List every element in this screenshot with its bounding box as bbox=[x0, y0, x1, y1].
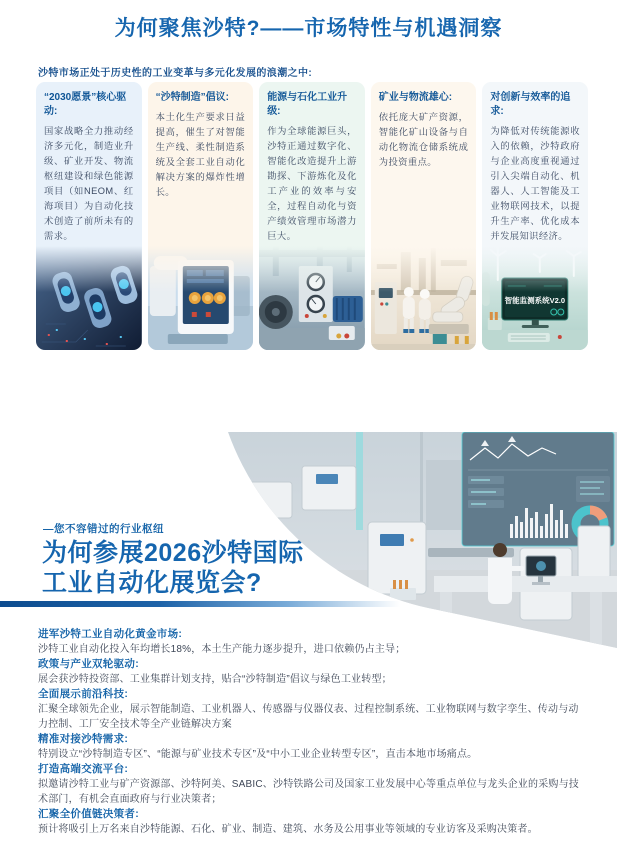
intro-text: 沙特市场正处于历史性的工业变革与多元化发展的浪潮之中: bbox=[38, 68, 313, 79]
card-body: 为降低对传统能源收入的依赖，沙特政府与企业高度重视通过引入尖端自动化、机器人、人工智能及工业物联网技术，以提升生产率、优化成本并发展知识经济。 bbox=[490, 126, 580, 241]
highlight-card-made-in-saudi bbox=[148, 82, 254, 350]
card-title: 能源与石化工业升级: bbox=[267, 92, 348, 117]
card-title: “沙特制造”倡议: bbox=[155, 92, 229, 103]
reason-item-platform bbox=[38, 762, 584, 807]
card-title: “2030愿景”核心驱动: bbox=[44, 92, 127, 117]
page-title: 为何聚焦沙特?——市场特性与机遇洞察 bbox=[114, 17, 503, 40]
highlight-cards-row bbox=[36, 82, 588, 350]
card-body: 依托庞大矿产资源，智能化矿山设备与自动化物流仓储系统成为投资重点。 bbox=[378, 112, 469, 167]
reason-item-demand bbox=[38, 732, 584, 762]
reason-title: 进军沙特工业自动化黄金市场: bbox=[38, 628, 183, 640]
gradient-divider bbox=[0, 601, 400, 607]
reason-title: 全面展示前沿科技: bbox=[38, 688, 129, 700]
hero-title-line2: 工业自动化展览会? bbox=[42, 569, 262, 597]
hero-title bbox=[42, 538, 304, 598]
machinery-gauges-photo bbox=[259, 246, 365, 350]
card-title: 矿业与物流雄心: bbox=[378, 92, 453, 103]
card-body: 国家战略全力推动经济多元化，制造业升级、矿业开发、物流枢纽建设和绿色能源项目（如NEOM、红海项目）为自动化技术创造了前所未有的需求。 bbox=[44, 126, 134, 241]
robotic-arms-illustration bbox=[36, 246, 142, 350]
reasons-list bbox=[38, 627, 584, 837]
monitoring-system-photo bbox=[482, 246, 588, 350]
highlight-card-vision2030 bbox=[36, 82, 142, 350]
tablet-hmi-illustration bbox=[148, 246, 254, 350]
reason-item-market bbox=[38, 627, 584, 657]
machinery-gauges-illustration bbox=[259, 246, 365, 350]
reason-title: 政策与产业双轮驱动: bbox=[38, 658, 139, 670]
card-title: 对创新与效率的追求: bbox=[490, 92, 571, 117]
card-body: 本土化生产要求日益提高，催生了对智能生产线、柔性制造系统及全套工业自动化解决方案的爆炸性增长。 bbox=[155, 112, 246, 197]
plant-workers-photo bbox=[371, 246, 477, 350]
reason-item-technology bbox=[38, 687, 584, 732]
reason-title: 精准对接沙特需求: bbox=[38, 733, 129, 745]
highlight-card-innovation bbox=[482, 82, 588, 350]
monitoring-system-illustration bbox=[482, 246, 588, 350]
reason-body: 展会获沙特投资部、工业集群计划支持，贴合“沙特制造”倡议与绿色工业转型； bbox=[38, 674, 392, 685]
monitor-screen-label: 智能监测系统V2.0 bbox=[504, 296, 566, 305]
reason-body: 汇聚全球领先企业，展示智能制造、工业机器人、传感器与仪器仪表、过程控制系统、工业物联网与数字孪生、传动与动力控制、工厂安全技术等全产业链解决方案 bbox=[38, 704, 579, 730]
reason-body: 拟邀请沙特工业与矿产资源部、沙特阿美、SABIC、沙特铁路公司及国家工业发展中心等重点单位与龙头企业的采购与技术部门，有机会直面政府与行业决策者； bbox=[38, 779, 580, 805]
card-body: 作为全球能源巨头，沙特正通过数字化、智能化改造提升上游勘探、下游炼化及化工产业的效率与安全，过程自动化与资产绩效管理市场潜力巨大。 bbox=[267, 126, 357, 241]
reason-item-decision-makers bbox=[38, 807, 584, 837]
reason-item-policy bbox=[38, 657, 584, 687]
reason-title: 汇聚全价值链决策者: bbox=[38, 808, 139, 820]
hero-eyebrow: —您不容错过的行业枢纽 bbox=[43, 523, 164, 535]
reason-body: 预计将吸引上万名来自沙特能源、石化、矿业、制造、建筑、水务及公用事业等领域的专业访客及采购决策者。 bbox=[38, 824, 538, 835]
robotic-arms-photo bbox=[36, 246, 142, 350]
plant-workers-illustration bbox=[371, 246, 477, 350]
reason-body: 沙特工业自动化投入年均增长18%，本土生产能力逐步提升，进口依赖仍占主导； bbox=[38, 644, 406, 655]
reason-body: 特别设立“沙特制造专区”、“能源与矿业技术专区”及“中小工业企业转型专区”，直击本地市场痛点。 bbox=[38, 749, 478, 760]
tablet-hmi-photo bbox=[148, 246, 254, 350]
highlight-card-mining-logistics bbox=[371, 82, 477, 350]
reason-title: 打造高端交流平台: bbox=[38, 763, 129, 775]
highlight-card-energy-petchem bbox=[259, 82, 365, 350]
hero-title-line1: 为何参展2026沙特国际 bbox=[42, 539, 304, 567]
